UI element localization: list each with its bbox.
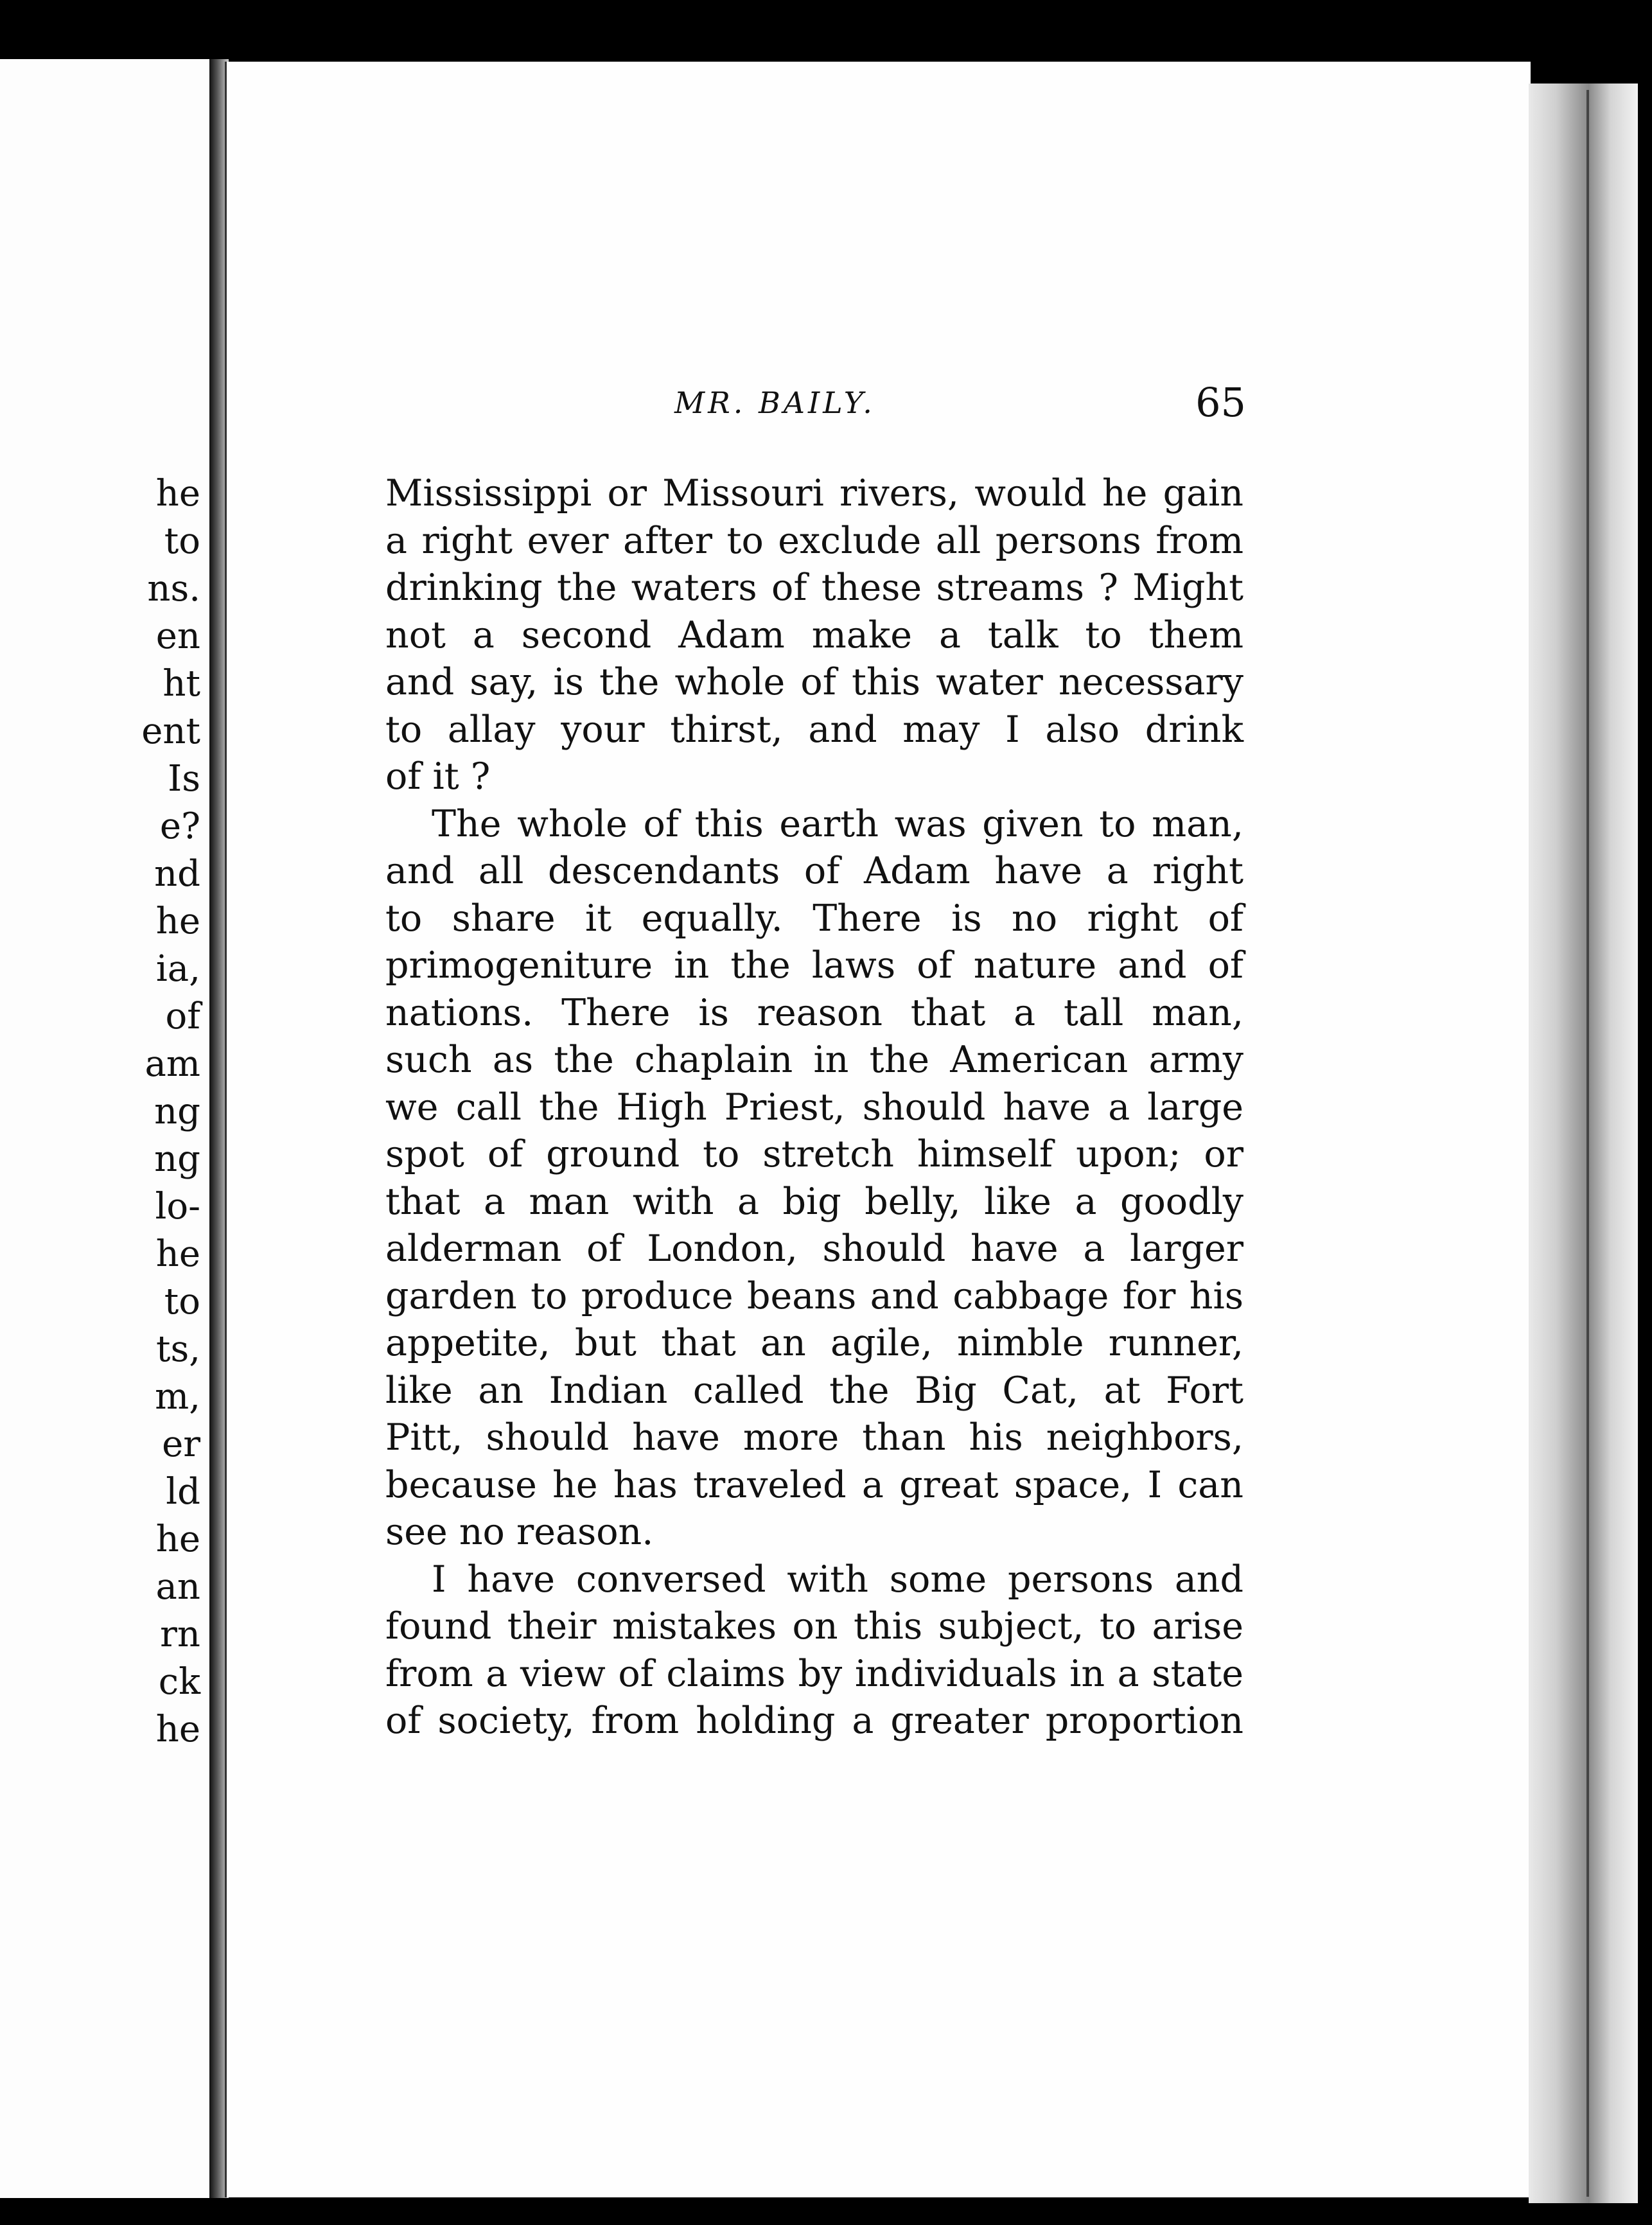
running-title: MR. BAILY. bbox=[674, 385, 875, 420]
paragraph bbox=[385, 470, 1243, 801]
text-line: because he has traveled a great space, I can bbox=[385, 1463, 1243, 1506]
fragment-line: en bbox=[155, 615, 200, 657]
body-text bbox=[385, 470, 1243, 1745]
text-line: to allay your thirst, and may I also drink bbox=[385, 708, 1243, 751]
fragment-line: ht bbox=[163, 663, 200, 705]
text-line: that a man with a big belly, like a goodly bbox=[385, 1180, 1243, 1223]
fragment-line: m, bbox=[155, 1376, 200, 1418]
text-line: spot of ground to stretch himself upon; or bbox=[385, 1133, 1243, 1175]
text-line: Pitt, should have more than his neighbors, bbox=[385, 1416, 1243, 1459]
fragment-line: er bbox=[162, 1423, 200, 1465]
fragment-line: lo- bbox=[155, 1186, 200, 1227]
fragment-line: ng bbox=[154, 1091, 200, 1132]
text-line: and all descendants of Adam have a right bbox=[385, 850, 1243, 892]
text-line: we call the High Priest, should have a large bbox=[385, 1086, 1243, 1129]
fragment-line: ld bbox=[166, 1471, 200, 1513]
text-line: not a second Adam make a talk to them bbox=[385, 613, 1243, 656]
text-line: primogeniture in the laws of nature and of bbox=[385, 944, 1243, 987]
text-line: such as the chaplain in the American army bbox=[385, 1039, 1243, 1081]
text-line: nations. There is reason that a tall man, bbox=[385, 991, 1243, 1034]
fragment-line: he bbox=[155, 1233, 200, 1275]
fragment-line: ns. bbox=[147, 568, 200, 610]
text-line: garden to produce beans and cabbage for his bbox=[385, 1274, 1243, 1317]
text-line: a right ever after to exclude all persons from bbox=[385, 519, 1243, 562]
fragment-line: ck bbox=[158, 1661, 200, 1703]
fragment-line: to bbox=[164, 520, 200, 562]
fragment-line: he bbox=[155, 901, 200, 942]
fragment-line: he bbox=[155, 473, 200, 514]
fragment-line: ts, bbox=[155, 1328, 200, 1370]
fragment-line: ia, bbox=[155, 948, 200, 990]
fragment-line: he bbox=[155, 1518, 200, 1560]
text-line: see no reason. bbox=[385, 1511, 654, 1553]
previous-page-edge bbox=[0, 59, 213, 2198]
text-line: appetite, but that an agile, nimble runner, bbox=[385, 1322, 1243, 1364]
page-block-edge-line bbox=[1586, 90, 1589, 2197]
text-line: from a view of claims by individuals in a state bbox=[385, 1652, 1243, 1695]
fragment-line: rn bbox=[160, 1614, 200, 1655]
fragment-line: ent bbox=[141, 710, 200, 752]
fragment-line: an bbox=[155, 1566, 200, 1608]
fragment-line: Is bbox=[168, 758, 200, 800]
fragment-line: e? bbox=[159, 805, 200, 847]
fragment-line: am bbox=[145, 1043, 200, 1085]
text-line: The whole of this earth was given to man, bbox=[432, 802, 1243, 845]
text-line: and say, is the whole of this water necessary bbox=[385, 661, 1243, 703]
fragment-line: of bbox=[165, 996, 200, 1037]
fragment-line: to bbox=[164, 1281, 200, 1323]
previous-page-text-fragments bbox=[33, 470, 200, 1754]
text-line: found their mistakes on this subject, to arise bbox=[385, 1605, 1243, 1648]
fragment-line: he bbox=[155, 1709, 200, 1750]
page-block-edge bbox=[1529, 84, 1638, 2203]
paragraph bbox=[385, 801, 1243, 1556]
fragment-line: nd bbox=[154, 853, 200, 895]
paragraph bbox=[385, 1556, 1243, 1745]
text-line: of society, from holding a greater proportion bbox=[385, 1700, 1243, 1742]
text-line: of it ? bbox=[385, 755, 491, 798]
text-line: drinking the waters of these streams ? Might bbox=[385, 567, 1243, 609]
text-line: to share it equally. There is no right of bbox=[385, 897, 1243, 940]
text-line: Mississippi or Missouri rivers, would he gain bbox=[385, 472, 1243, 514]
fragment-line: ng bbox=[154, 1138, 200, 1180]
text-line: alderman of London, should have a larger bbox=[385, 1227, 1243, 1270]
text-line: like an Indian called the Big Cat, at Fort bbox=[385, 1369, 1243, 1412]
text-line: I have conversed with some persons and bbox=[432, 1558, 1243, 1601]
running-head bbox=[385, 379, 1246, 437]
page-number: 65 bbox=[1195, 379, 1246, 426]
